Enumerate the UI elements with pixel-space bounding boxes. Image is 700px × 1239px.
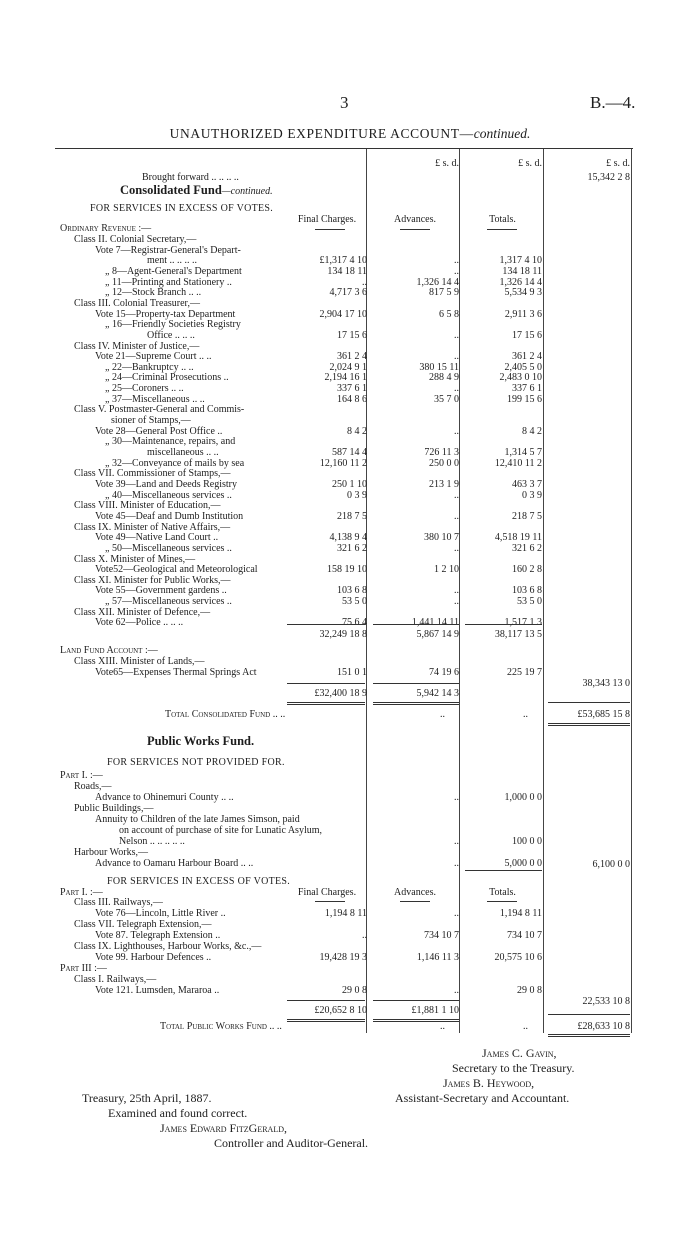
row-description: Class VIII. Minister of Education,— [74, 500, 221, 512]
part-heading: Part III :— [60, 963, 107, 974]
advance-value: 726 11 3 [424, 447, 459, 458]
part-heading: Part I. :— [60, 770, 103, 781]
section-sum: 6,100 0 0 [592, 859, 630, 870]
ohinemuri-label: Advance to Ohinemuri County .. .. [95, 792, 234, 803]
signatory-name: James B. Heywood, [443, 1076, 535, 1090]
final-charge-value: 1,194 8 11 [324, 908, 367, 919]
final-charge-value: 0 3 9 [347, 489, 367, 501]
row-description: „ 30—Maintenance, repairs, and [105, 436, 236, 448]
total-public-works-value: £28,633 10 8 [577, 1021, 630, 1032]
signatory-title: Secretary to the Treasury. [452, 1061, 575, 1075]
advance-value: 74 19 6 [429, 667, 459, 678]
total-value: 5,534 9 3 [504, 287, 542, 299]
row-description: Vote 7—Registrar-General's Depart- [95, 244, 241, 256]
vote-label: Vote 121. Lumsden, Mararoa .. [95, 985, 220, 996]
row-description: Vote 49—Native Land Court .. [95, 532, 219, 544]
total-value: 29 0 8 [517, 985, 542, 996]
row-description: Class IV. Minister of Justice,— [74, 340, 200, 352]
final-charge-value: 103 6 8 [337, 585, 367, 597]
nelson-label: Nelson .. .. .. .. .. [119, 836, 185, 847]
advance-value: 250 0 0 [429, 457, 459, 469]
row-description: Vote 99. Harbour Defences .. [95, 952, 212, 963]
final-charge-value: 53 5 0 [342, 596, 367, 608]
total-value: 1,326 14 4 [499, 276, 542, 288]
class-heading: Class XIII. Minister of Lands,— [74, 656, 205, 667]
row-description: sioner of Stamps,— [111, 415, 191, 427]
advance-value: .. [454, 265, 459, 277]
dots: .. [440, 1021, 445, 1032]
page-number: 3 [340, 93, 349, 112]
total-value: 100 0 0 [512, 836, 542, 847]
row-description: Class II. Colonial Secretary,— [74, 234, 197, 245]
advance-value: 380 15 11 [419, 361, 459, 373]
consolidated-sum: 38,343 13 0 [582, 678, 630, 689]
row-description: „ 25—Coroners .. .. [105, 383, 184, 395]
total-value: 2,405 5 0 [504, 361, 542, 373]
public-buildings-heading: Public Buildings,— [74, 803, 154, 814]
advance-value: 1 2 10 [434, 564, 459, 576]
advance-value: .. [454, 985, 459, 996]
advance-value: 817 5 9 [429, 287, 459, 299]
row-description: „ 40—Miscellaneous services .. [105, 489, 232, 501]
document-reference: B.—4. [590, 93, 636, 112]
totals-heading: Totals. [489, 214, 516, 225]
section-heading: FOR SERVICES NOT PROVIDED FOR. [107, 757, 285, 768]
total-value: 199 15 6 [507, 393, 542, 405]
total-public-works-label: Total Public Works Fund .. .. [160, 1021, 282, 1032]
advance-value: .. [454, 836, 459, 847]
row-description: „ 50—Miscellaneous services .. [105, 542, 232, 554]
dots: .. [440, 709, 445, 720]
row-description: „ 24—Criminal Prosecutions .. [105, 372, 229, 384]
row-description: Class VII. Telegraph Extension,— [74, 919, 212, 930]
brought-forward-total: 15,342 2 8 [587, 172, 630, 183]
total-value: 53 5 0 [517, 596, 542, 608]
final-charge-value: 134 18 11 [327, 265, 367, 277]
advance-value: .. [454, 383, 459, 395]
final-charge-value: 587 14 4 [332, 447, 367, 458]
row-description: „ 37—Miscellaneous .. .. [105, 393, 205, 405]
row-description: Vote 15—Property-tax Department [95, 308, 236, 320]
advance-value: .. [454, 585, 459, 597]
row-description: Class IX. Minister of Native Affairs,— [74, 521, 231, 533]
row-description: Vote52—Geological and Meteorological [95, 564, 258, 576]
row-description: Class XI. Minister for Public Works,— [74, 574, 231, 586]
advance-value: 1,146 11 3 [416, 952, 459, 963]
total-value: 4,518 19 11 [494, 532, 542, 544]
final-charge-value: 321 6 2 [337, 542, 367, 554]
final-charge-value: .. [362, 276, 367, 288]
row-description: Class V. Postmaster-General and Commis- [74, 404, 245, 416]
currency-heading: £ s. d. [435, 158, 459, 169]
land-fund-heading: Land Fund Account :— [60, 645, 158, 656]
advance-value: .. [454, 255, 459, 267]
advance-value: .. [454, 329, 459, 341]
total-value: 160 2 8 [512, 564, 542, 576]
row-description: Vote 21—Supreme Court .. .. [95, 351, 212, 363]
final-charge-value: £1,317 4 10 [319, 255, 367, 267]
advance-value: 6 5 8 [439, 308, 459, 320]
advance-value: 213 1 9 [429, 478, 459, 490]
total-value: 225 19 7 [507, 667, 542, 678]
row-description: Vote 28—General Post Office .. [95, 425, 223, 437]
final-charge-value: .. [362, 930, 367, 941]
page-title: UNAUTHORIZED EXPENDITURE ACCOUNT—continued. [169, 126, 531, 141]
total-value: 2,483 0 10 [499, 372, 542, 384]
subtotal-advances: 5,867 14 9 [416, 629, 459, 640]
total-value: 20,575 10 6 [494, 952, 542, 963]
total-value: 8 4 2 [522, 425, 542, 437]
total-value: 0 3 9 [522, 489, 542, 501]
advance-value: 734 10 7 [424, 930, 459, 941]
consolidated-fund-heading: Consolidated Fund—continued. [120, 183, 273, 197]
row-description: „ 16—Friendly Societies Registry [105, 319, 241, 331]
final-charge-value: 19,428 19 3 [319, 952, 367, 963]
row-description: Vote 76—Lincoln, Little River .. [95, 908, 226, 919]
advance-value: 288 4 9 [429, 372, 459, 384]
auditor-name: James Edward FitzGerald, [160, 1121, 287, 1135]
final-charges-heading: Final Charges. [297, 214, 357, 225]
final-charge-value: 250 1 10 [332, 478, 367, 490]
dots: .. [523, 709, 528, 720]
advance-value: 1,441 14 11 [411, 617, 459, 629]
total-value: 337 6 1 [512, 383, 542, 395]
roads-heading: Roads,— [74, 781, 112, 792]
row-description: Class III. Colonial Treasurer,— [74, 297, 200, 309]
final-charge-value: 218 7 5 [337, 510, 367, 522]
part-heading: Part I. :— [60, 887, 103, 898]
section-sum: 22,533 10 8 [582, 996, 630, 1007]
advance-value: .. [454, 489, 459, 501]
advance-value: .. [454, 510, 459, 522]
total-value: 1,317 4 10 [499, 255, 542, 267]
advance-value: 380 10 7 [424, 532, 459, 544]
row-description: „ 12—Stock Branch .. .. [105, 287, 202, 299]
row-description: Vote 62—Police .. .. .. [95, 617, 184, 629]
advance-value: .. [454, 858, 459, 869]
brought-forward-label: Brought forward .. .. .. .. [142, 172, 239, 183]
total-value: 103 6 8 [512, 585, 542, 597]
total-value: 12,410 11 2 [494, 457, 542, 469]
final-charge-value: 2,194 16 1 [324, 372, 367, 384]
row-description: Class IX. Lighthouses, Harbour Works, &c.,— [74, 941, 262, 952]
final-charge-value: 158 19 10 [327, 564, 367, 576]
public-works-advances-total: £1,881 1 10 [411, 1005, 459, 1016]
total-value: 1,314 5 7 [504, 447, 542, 458]
total-value: 218 7 5 [512, 510, 542, 522]
final-charges-heading: Final Charges. [297, 887, 357, 898]
total-value: 734 10 7 [507, 930, 542, 941]
oamaru-label: Advance to Oamaru Harbour Board .. .. [95, 858, 254, 869]
advance-value: .. [454, 542, 459, 554]
row-description: „ 8—Agent-General's Department [105, 265, 242, 277]
total-value: 1,517 1 3 [504, 617, 542, 629]
currency-heading: £ s. d. [518, 158, 542, 169]
advances-heading: Advances. [394, 887, 436, 898]
final-charge-value: 4,138 9 4 [329, 532, 367, 544]
row-description: „ 32—Conveyance of mails by sea [105, 457, 245, 469]
final-charge-value: 361 2 4 [337, 351, 367, 363]
final-charge-value: 151 0 1 [337, 667, 367, 678]
final-charge-value: 337 6 1 [337, 383, 367, 395]
advances-heading: Advances. [394, 214, 436, 225]
class-heading: Class I. Railways,— [74, 974, 157, 985]
harbour-works-heading: Harbour Works,— [74, 847, 148, 858]
final-charge-value: 75 6 4 [342, 617, 367, 629]
total-value: 17 15 6 [512, 329, 542, 341]
currency-heading: £ s. d. [606, 158, 630, 169]
treasury-date: Treasury, 25th April, 1887. [82, 1091, 212, 1105]
final-charge-value: 2,904 17 10 [319, 308, 367, 320]
signatory-name: James C. Gavin, [482, 1046, 557, 1060]
total-value: 1,000 0 0 [504, 792, 542, 803]
advance-value: 35 7 0 [434, 393, 459, 405]
row-description: Office .. .. .. [147, 329, 195, 341]
row-description: Vote 39—Land and Deeds Registry [95, 478, 238, 490]
final-charge-value: 4,717 3 6 [329, 287, 367, 299]
account-table [55, 148, 633, 1034]
total-value: 1,194 8 11 [499, 908, 542, 919]
advance-value: .. [454, 596, 459, 608]
final-charge-value: 29 0 8 [342, 985, 367, 996]
row-description: miscellaneous .. .. [147, 447, 219, 458]
total-consolidated-fund-label: Total Consolidated Fund .. .. [165, 709, 286, 720]
total-value: 463 3 7 [512, 478, 542, 490]
advance-value: .. [454, 425, 459, 437]
row-description: „ 22—Bankruptcy .. .. [105, 361, 194, 373]
total-value: 134 18 11 [502, 265, 542, 277]
annuity-label-cont: on account of purchase of site for Lunatic Asylum, [119, 825, 322, 836]
signatory-title: Assistant-Secretary and Accountant. [395, 1091, 570, 1105]
total-value: 5,000 0 0 [504, 858, 542, 869]
dots: .. [523, 1021, 528, 1032]
consolidated-advances-total: 5,942 14 3 [416, 688, 459, 699]
total-value: 2,911 3 6 [504, 308, 542, 320]
section-heading: FOR SERVICES IN EXCESS OF VOTES. [90, 203, 274, 214]
examined-note: Examined and found correct. [108, 1106, 248, 1120]
public-works-heading: Public Works Fund. [147, 734, 255, 748]
table-row [55, 951, 633, 964]
row-description: „ 11—Printing and Stationery .. [105, 276, 232, 288]
row-description: Vote 55—Government gardens .. [95, 585, 227, 597]
totals-heading: Totals. [489, 887, 516, 898]
row-description: Class III. Railways,— [74, 897, 163, 908]
vote-label: Vote65—Expenses Thermal Springs Act [95, 667, 257, 678]
advance-value: .. [454, 908, 459, 919]
final-charge-value: 2,024 9 1 [329, 361, 367, 373]
row-description: ment .. .. .. .. [147, 255, 197, 267]
row-description: Class X. Minister of Mines,— [74, 553, 196, 565]
final-charge-value: 12,160 11 2 [319, 457, 367, 469]
advance-value: .. [454, 792, 459, 803]
advance-value: 1,326 14 4 [416, 276, 459, 288]
public-works-final-total: £20,652 8 10 [314, 1005, 367, 1016]
advance-value: .. [454, 351, 459, 363]
final-charge-value: 164 8 6 [337, 393, 367, 405]
annuity-label: Annuity to Children of the late James Simson, paid [95, 814, 300, 825]
row-description: Vote 45—Deaf and Dumb Institution [95, 510, 244, 522]
row-description: Class XII. Minister of Defence,— [74, 606, 211, 618]
final-charge-value: 17 15 6 [337, 329, 367, 341]
row-description: Class VII. Commissioner of Stamps,— [74, 468, 231, 480]
subtotal-final: 32,249 18 8 [319, 629, 367, 640]
total-value: 321 6 2 [512, 542, 542, 554]
row-description: „ 57—Miscellaneous services .. [105, 596, 232, 608]
row-description: Vote 87. Telegraph Extension .. [95, 930, 221, 941]
section-heading: FOR SERVICES IN EXCESS OF VOTES. [107, 876, 291, 887]
total-value: 361 2 4 [512, 351, 542, 363]
auditor-title: Controller and Auditor-General. [214, 1136, 369, 1150]
consolidated-final-total: £32,400 18 9 [314, 688, 367, 699]
ordinary-revenue-heading: Ordinary Revenue :— [60, 223, 152, 234]
total-consolidated-fund-value: £53,685 15 8 [577, 709, 630, 720]
final-charge-value: 8 4 2 [347, 425, 367, 437]
subtotal-totals: 38,117 13 5 [494, 629, 542, 640]
